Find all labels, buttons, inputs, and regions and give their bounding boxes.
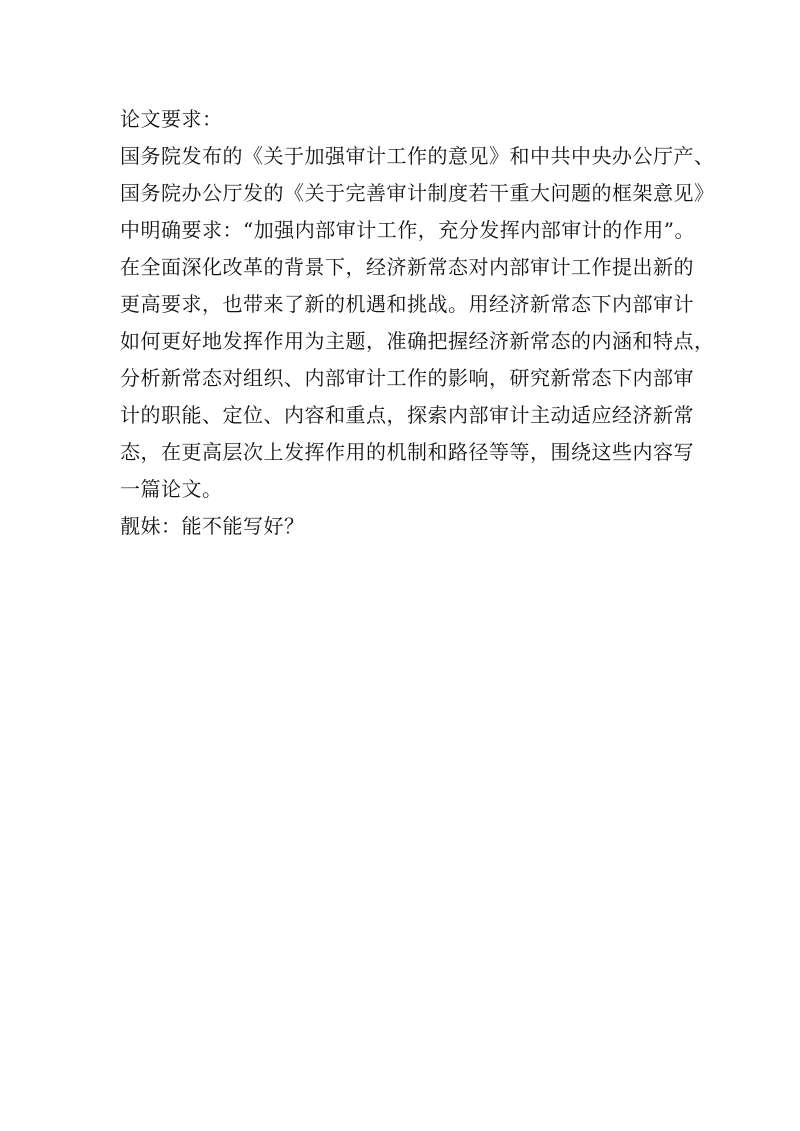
body-line-1: 国务院发布的《关于加强审计工作的意见》和中共中央办公厅产、 <box>120 144 715 168</box>
body-line-5: 更高要求，也带来了新的机遇和挑战。用经济新常态下内部审计 <box>120 292 694 316</box>
document-body <box>120 101 715 545</box>
body-line-2: 国务院办公厅发的《关于完善审计制度若干重大问题的框架意见》 <box>120 181 715 205</box>
question-line: 靓妹：能不能写好？ <box>120 514 305 538</box>
body-line-6: 如何更好地发挥作用为主题，准确把握经济新常态的内涵和特点， <box>120 329 715 353</box>
body-line-3: 中明确要求：“加强内部审计工作，充分发挥内部审计的作用”。 <box>120 218 695 242</box>
body-line-9: 态，在更高层次上发挥作用的机制和路径等等，围绕这些内容写 <box>120 440 694 464</box>
body-line-4: 在全面深化改革的背景下，经济新常态对内部审计工作提出新的 <box>120 255 694 279</box>
body-line-10: 一篇论文。 <box>120 477 223 501</box>
heading-line: 论文要求： <box>120 107 223 131</box>
body-line-8: 计的职能、定位、内容和重点，探索内部审计主动适应经济新常 <box>120 403 694 427</box>
body-line-7: 分析新常态对组织、内部审计工作的影响，研究新常态下内部审 <box>120 366 694 390</box>
